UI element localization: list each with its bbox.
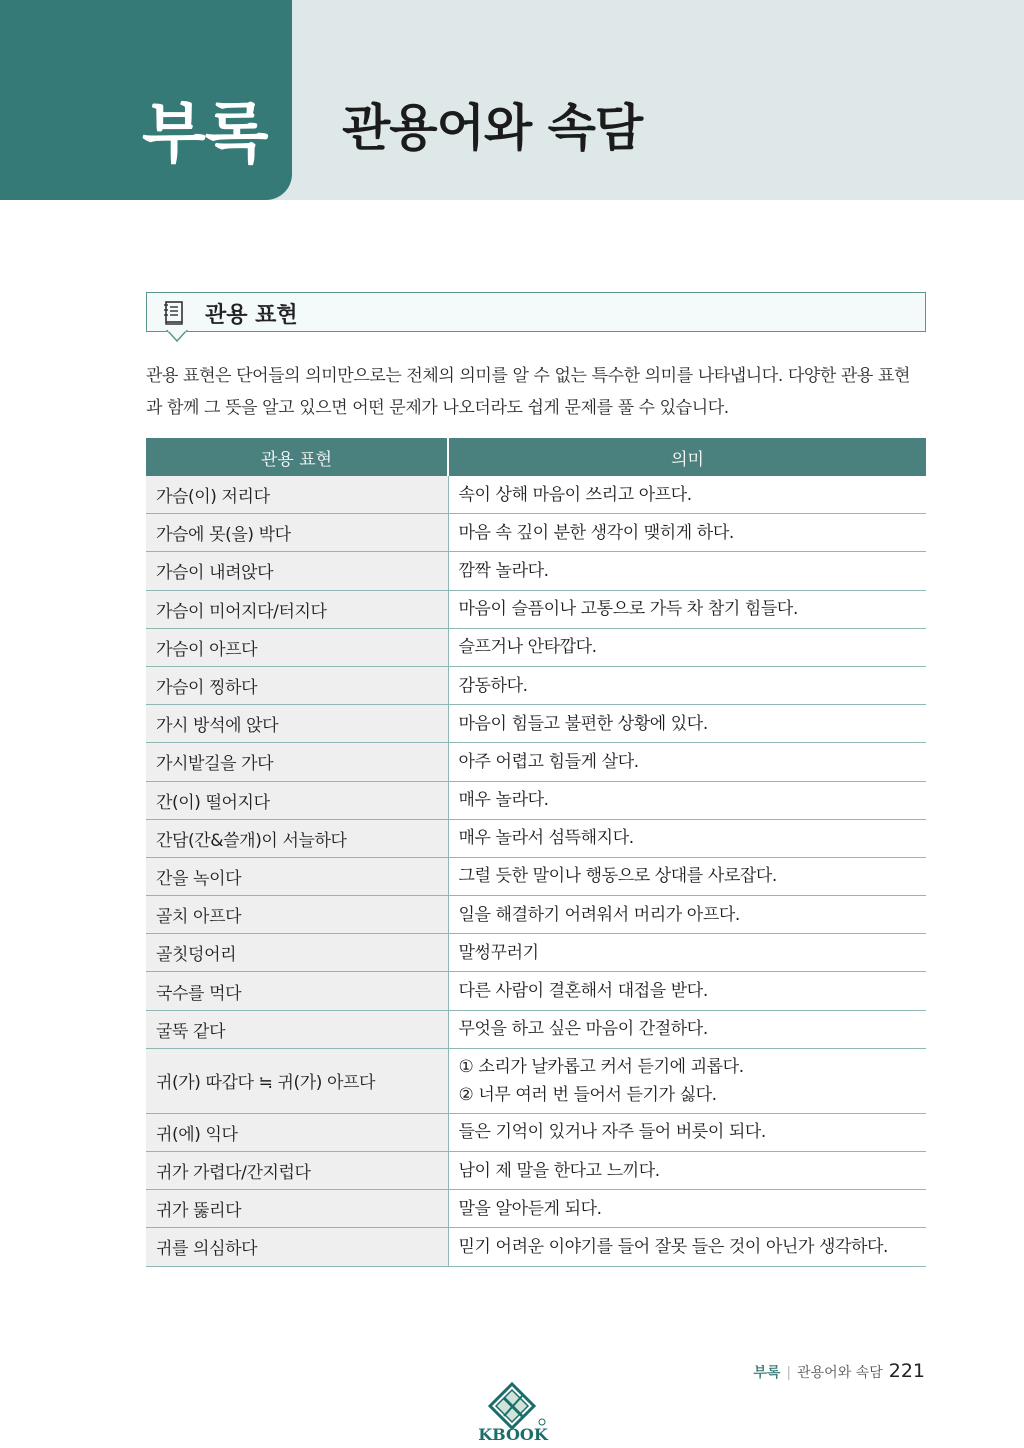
idiom-expression: 간(이) 떨어지다 <box>146 781 448 819</box>
idiom-expression: 귀를 의심하다 <box>146 1228 448 1266</box>
table-row <box>146 705 926 743</box>
idiom-meaning <box>448 896 926 934</box>
table-row <box>146 1010 926 1048</box>
intro-paragraph <box>146 360 936 424</box>
idiom-expression: 가슴이 미어지다/터지다 <box>146 590 448 628</box>
idiom-meaning <box>448 857 926 895</box>
table-row <box>146 552 926 590</box>
column-header-meaning: 의미 <box>448 438 926 476</box>
callout-tail <box>166 330 188 342</box>
idiom-meaning <box>448 705 926 743</box>
idiom-expression: 가슴에 못(을) 박다 <box>146 514 448 552</box>
meaning-line: 무엇을 하고 싶은 마음이 간절하다. <box>458 1019 708 1040</box>
intro-line-2: 과 함께 그 뜻을 알고 있으면 어떤 문제가 나오더라도 쉽게 문제를 풀 수 있습니다. <box>146 398 729 418</box>
column-header-expression: 관용 표현 <box>146 438 448 476</box>
chapter-title: 관용어와 속담 <box>342 99 643 157</box>
table-header-row <box>146 438 926 476</box>
idiom-meaning <box>448 934 926 972</box>
idiom-meaning <box>448 552 926 590</box>
notebook-icon <box>161 300 187 330</box>
idiom-meaning <box>448 666 926 704</box>
table-row <box>146 857 926 895</box>
idiom-expression: 가슴이 찡하다 <box>146 666 448 704</box>
meaning-line: 남이 제 말을 한다고 느끼다. <box>458 1160 660 1181</box>
footer-divider: | <box>786 1365 792 1381</box>
meaning-line: 일을 해결하기 어려워서 머리가 아프다. <box>458 904 740 925</box>
meaning-line: 깜짝 놀라다. <box>458 560 549 581</box>
footer-title: 관용어와 속담 <box>797 1365 883 1381</box>
table-row <box>146 476 926 514</box>
idiom-table-body <box>146 476 926 1266</box>
idiom-meaning <box>448 476 926 514</box>
meaning-line: 마음이 슬픔이나 고통으로 가득 차 참기 힘들다. <box>458 599 798 620</box>
table-row <box>146 781 926 819</box>
idiom-expression: 귀(에) 익다 <box>146 1113 448 1151</box>
table-row <box>146 819 926 857</box>
idiom-expression: 가슴(이) 저리다 <box>146 476 448 514</box>
meaning-line: 매우 놀라다. <box>458 790 549 811</box>
page-number: 221 <box>888 1360 925 1382</box>
meaning-line: 아주 어렵고 힘들게 살다. <box>458 751 639 772</box>
table-row <box>146 743 926 781</box>
idiom-meaning <box>448 1190 926 1228</box>
section-title: 관용 표현 <box>205 303 298 328</box>
idiom-expression: 귀가 뚫리다 <box>146 1190 448 1228</box>
idiom-expression: 귀(가) 따갑다 ≒ 귀(가) 아프다 <box>146 1048 448 1113</box>
meaning-line: 말썽꾸러기 <box>458 942 539 963</box>
logo-wordmark: KBOOK <box>478 1425 548 1444</box>
table-row <box>146 1228 926 1266</box>
table-row <box>146 514 926 552</box>
table-row <box>146 934 926 972</box>
idiom-expression: 국수를 먹다 <box>146 972 448 1010</box>
idiom-expression: 가시밭길을 가다 <box>146 743 448 781</box>
table-row <box>146 1113 926 1151</box>
table-row <box>146 896 926 934</box>
table-row <box>146 972 926 1010</box>
idiom-meaning <box>448 1228 926 1266</box>
meaning-line: ② 너무 여러 번 들어서 듣기가 싫다. <box>458 1084 717 1105</box>
idiom-expression: 가시 방석에 앉다 <box>146 705 448 743</box>
page-footer <box>753 1360 925 1382</box>
table-row <box>146 1190 926 1228</box>
idiom-expression: 가슴이 아프다 <box>146 628 448 666</box>
idiom-expression: 귀가 가렵다/간지럽다 <box>146 1152 448 1190</box>
idiom-meaning <box>448 781 926 819</box>
footer-label: 부록 <box>753 1365 781 1381</box>
meaning-line: 들은 기억이 있거나 자주 들어 버릇이 되다. <box>458 1122 766 1143</box>
idiom-meaning <box>448 1048 926 1113</box>
intro-line-1: 관용 표현은 단어들의 의미만으로는 전체의 의미를 알 수 없는 특수한 의미를 나타냅니다. 다양한 관용 표현 <box>146 366 911 386</box>
idiom-table <box>146 438 926 1267</box>
meaning-line: 마음 속 깊이 분한 생각이 맺히게 하다. <box>458 522 734 543</box>
meaning-line: 말을 알아듣게 되다. <box>458 1198 602 1219</box>
table-row <box>146 666 926 704</box>
table-row <box>146 590 926 628</box>
table-row <box>146 1152 926 1190</box>
idiom-expression: 가슴이 내려앉다 <box>146 552 448 590</box>
idiom-expression: 간담(간&쓸개)이 서늘하다 <box>146 819 448 857</box>
meaning-line: 마음이 힘들고 불편한 상황에 있다. <box>458 713 708 734</box>
meaning-line: 매우 놀라서 섬뜩해지다. <box>458 828 634 849</box>
idiom-expression: 굴뚝 같다 <box>146 1010 448 1048</box>
idiom-meaning <box>448 743 926 781</box>
meaning-line: 다른 사람이 결혼해서 대접을 받다. <box>458 981 708 1002</box>
idiom-expression: 간을 녹이다 <box>146 857 448 895</box>
meaning-line: 속이 상해 마음이 쓰리고 아프다. <box>458 484 692 505</box>
idiom-meaning <box>448 1152 926 1190</box>
table-row <box>146 628 926 666</box>
idiom-meaning <box>448 628 926 666</box>
meaning-line: 감동하다. <box>458 675 528 696</box>
appendix-label: 부록 <box>142 95 268 172</box>
meaning-line: 믿기 어려운 이야기를 들어 잘못 들은 것이 아닌가 생각하다. <box>458 1236 889 1257</box>
section-heading-box <box>146 292 926 332</box>
idiom-meaning <box>448 972 926 1010</box>
idiom-meaning <box>448 590 926 628</box>
idiom-meaning <box>448 514 926 552</box>
table-row <box>146 1048 926 1113</box>
idiom-expression: 골치 아프다 <box>146 896 448 934</box>
idiom-expression: 골칫덩어리 <box>146 934 448 972</box>
idiom-meaning <box>448 1113 926 1151</box>
meaning-line: 슬프거나 안타깝다. <box>458 637 597 658</box>
idiom-meaning <box>448 819 926 857</box>
idiom-meaning <box>448 1010 926 1048</box>
meaning-line: ① 소리가 날카롭고 커서 듣기에 괴롭다. <box>458 1056 744 1077</box>
meaning-line: 그럴 듯한 말이나 행동으로 상대를 사로잡다. <box>458 866 777 887</box>
